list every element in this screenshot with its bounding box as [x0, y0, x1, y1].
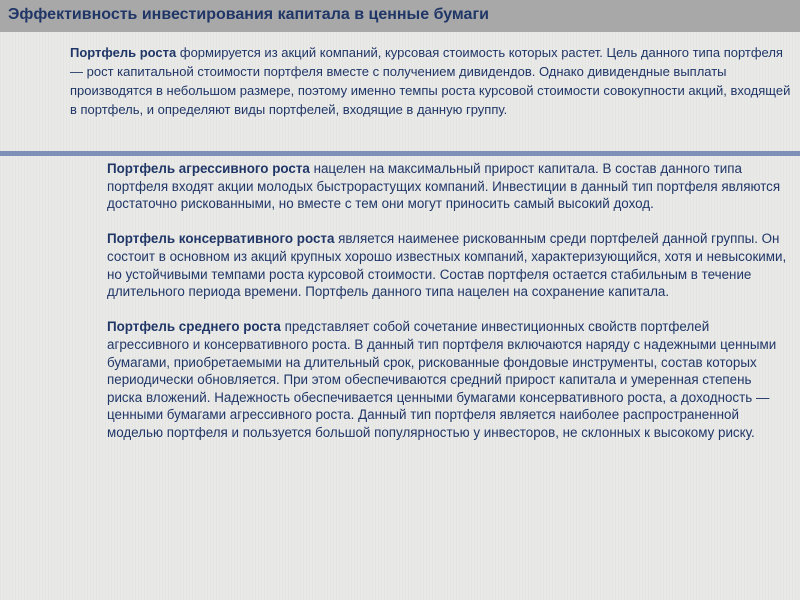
section-term: Портфель консервативного роста — [107, 231, 335, 247]
section-term: Портфель среднего роста — [107, 319, 281, 335]
slide-title: Эффективность инвестирования капитала в ценные бумаги — [8, 6, 489, 23]
section-moderate-growth — [107, 318, 787, 441]
intro-lead-term: Портфель роста — [70, 45, 177, 60]
portfolio-types — [107, 160, 787, 459]
section-aggressive-growth — [107, 160, 787, 213]
section-text: представляет собой сочетание инвестиционных свойств портфелей агрессивного и консервативного роста. В данный тип портфеля включаются наряду с надежными ценными бумагами, приобретаемыми на длительный срок, рискованные фондовые инструменты, состав которых периодически обновляется. При этом обеспечиваются средний прирост капитала и умеренная степень риска вложений. Надежность обеспечивается ценными бумагами консервативного роста, а доходность — ценными бумагами агрессивного роста. Данный тип портфеля является наиболее распространенной моделью портфеля и пользуется большой популярностью у инвесторов, не склонных к высокому риску. — [107, 319, 777, 440]
section-text: нацелен на максимальный прирост капитала. В состав данного типа портфеля входят акции молодых быстрорастущих компаний. Инвестиции в данный тип портфеля являются достаточно рискованными, но вместе с тем они могут приносить самый высокий доход. — [107, 161, 781, 212]
intro-text: формируется из акций компаний, курсовая стоимость которых растет. Цель данного типа портфеля — рост капитальной стоимости портфеля вместе с получением дивидендов. Однако дивидендные выплаты производятся в небольшом размере, поэтому именно темпы роста курсовой стоимости совокупности акций, входящей в портфель, и определяют виды портфелей, входящие в данную группу. — [70, 45, 791, 117]
section-term: Портфель агрессивного роста — [107, 161, 310, 176]
section-text: является наименее рискованным среди портфелей данной группы. Он состоит в основном из акций крупных хорошо известных компаний, характеризующийся, хотя и невысокими, но устойчивыми темпами роста курсовой стоимости. Состав портфеля остается стабильным в течение длительного периода времени. Портфель данного типа нацелен на сохранение капитала. — [107, 231, 787, 300]
intro-paragraph — [70, 43, 794, 119]
divider-line — [0, 151, 800, 156]
section-conservative-growth — [107, 230, 787, 300]
title-bar — [0, 0, 800, 32]
